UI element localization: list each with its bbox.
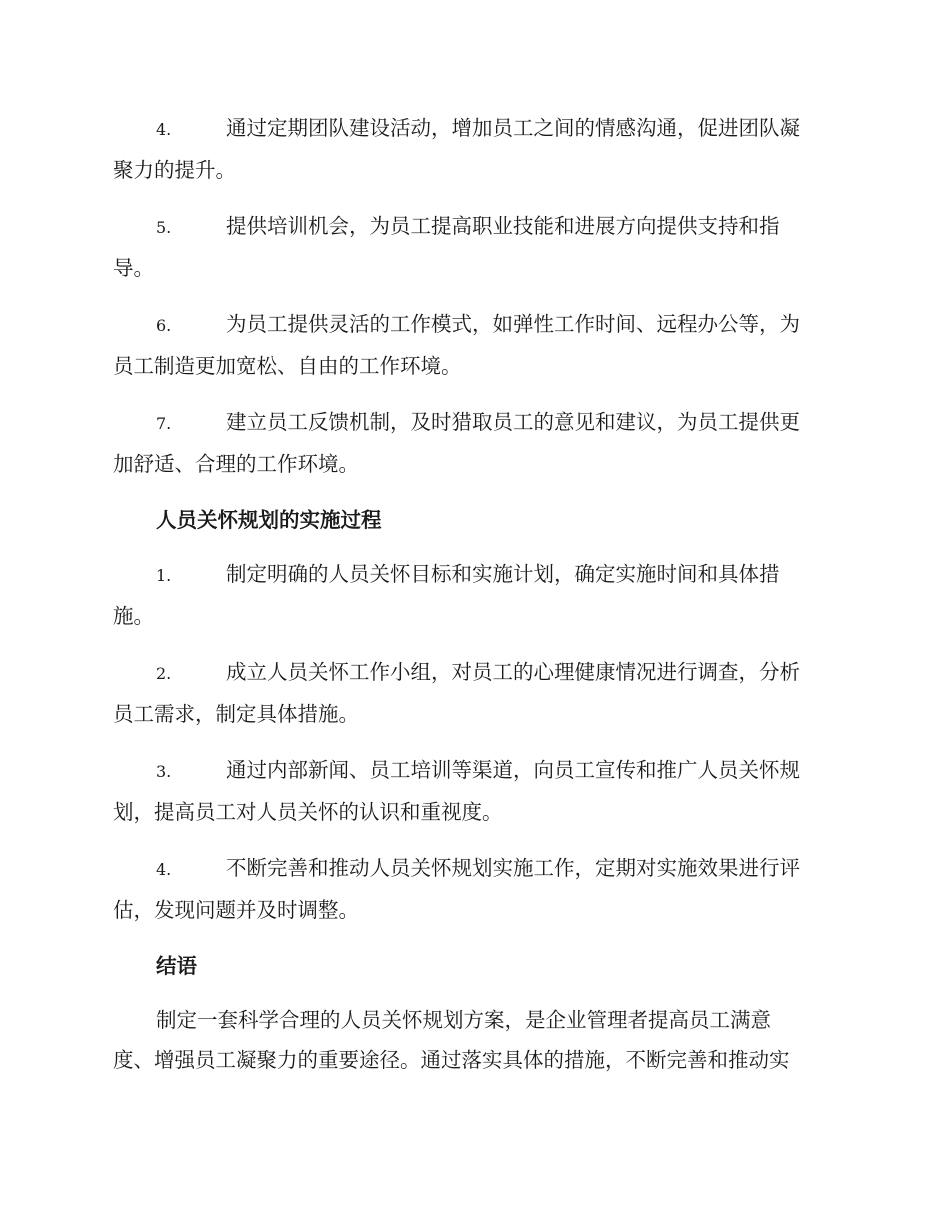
list-item-number: 3. (156, 762, 172, 781)
conclusion-paragraph (113, 1000, 835, 1080)
list-item-text: 通过内部新闻、员工培训等渠道，向员工宣传和推广人员关怀规 (226, 758, 800, 782)
list-item-continuation: 员工需求，制定具体措施。 (113, 702, 359, 726)
list-item-first-line (113, 848, 835, 890)
list-item-first-line (113, 206, 835, 248)
paragraph-first-line: 制定一套科学合理的人员关怀规划方案，是企业管理者提高员工满意 (156, 1008, 771, 1032)
list-item-text: 提供培训机会，为员工提高职业技能和进展方向提供支持和指 (226, 214, 780, 238)
list-item-number: 6. (156, 316, 172, 335)
list-item-number: 7. (156, 414, 172, 433)
list-item-number: 5. (156, 218, 172, 237)
list-item-first-line (113, 750, 835, 792)
list-item (113, 848, 835, 930)
paragraph-continuation: 度、增强员工凝聚力的重要途径。通过落实具体的措施，不断完善和推动实 (113, 1048, 790, 1072)
list-item-first-line (113, 304, 835, 346)
list-item-continuation: 施。 (113, 604, 154, 628)
list-item-number: 1. (156, 566, 172, 585)
list-item (113, 206, 835, 288)
list-item-first-line (113, 554, 835, 596)
list-item-first-line (113, 652, 835, 694)
list-item-continuation: 导。 (113, 256, 154, 280)
list-item-continuation: 员工制造更加宽松、自由的工作环境。 (113, 354, 462, 378)
list-item (113, 108, 835, 190)
list-item (113, 402, 835, 484)
list-item-number: 4. (156, 860, 172, 879)
list-item-text: 不断完善和推动人员关怀规划实施工作，定期对实施效果进行评 (226, 856, 800, 880)
list-item-continuation: 划，提高员工对人员关怀的认识和重视度。 (113, 800, 503, 824)
list-item (113, 304, 835, 386)
list-item-text: 为员工提供灵活的工作模式，如弹性工作时间、远程办公等，为 (226, 312, 800, 336)
list-item-text: 制定明确的人员关怀目标和实施计划，确定实施时间和具体措 (226, 562, 780, 586)
section-heading-conclusion: 结语 (156, 954, 197, 978)
list-item-continuation: 加舒适、合理的工作环境。 (113, 452, 359, 476)
list-item (113, 750, 835, 832)
list-item-number: 4. (156, 120, 172, 139)
list-item-first-line (113, 108, 835, 150)
list-item-text: 建立员工反馈机制，及时猎取员工的意见和建议，为员工提供更 (226, 410, 800, 434)
section-heading-implementation: 人员关怀规划的实施过程 (156, 508, 382, 532)
list-implementation-steps (113, 554, 835, 930)
list-item-first-line (113, 402, 835, 444)
list-measures-continued (113, 108, 835, 484)
list-item (113, 652, 835, 734)
list-item (113, 554, 835, 636)
list-item-text: 通过定期团队建设活动，增加员工之间的情感沟通，促进团队凝 (226, 116, 800, 140)
list-item-continuation: 估，发现问题并及时调整。 (113, 898, 359, 922)
list-item-number: 2. (156, 664, 172, 683)
list-item-text: 成立人员关怀工作小组，对员工的心理健康情况进行调查，分析 (226, 660, 800, 684)
list-item-continuation: 聚力的提升。 (113, 158, 236, 182)
